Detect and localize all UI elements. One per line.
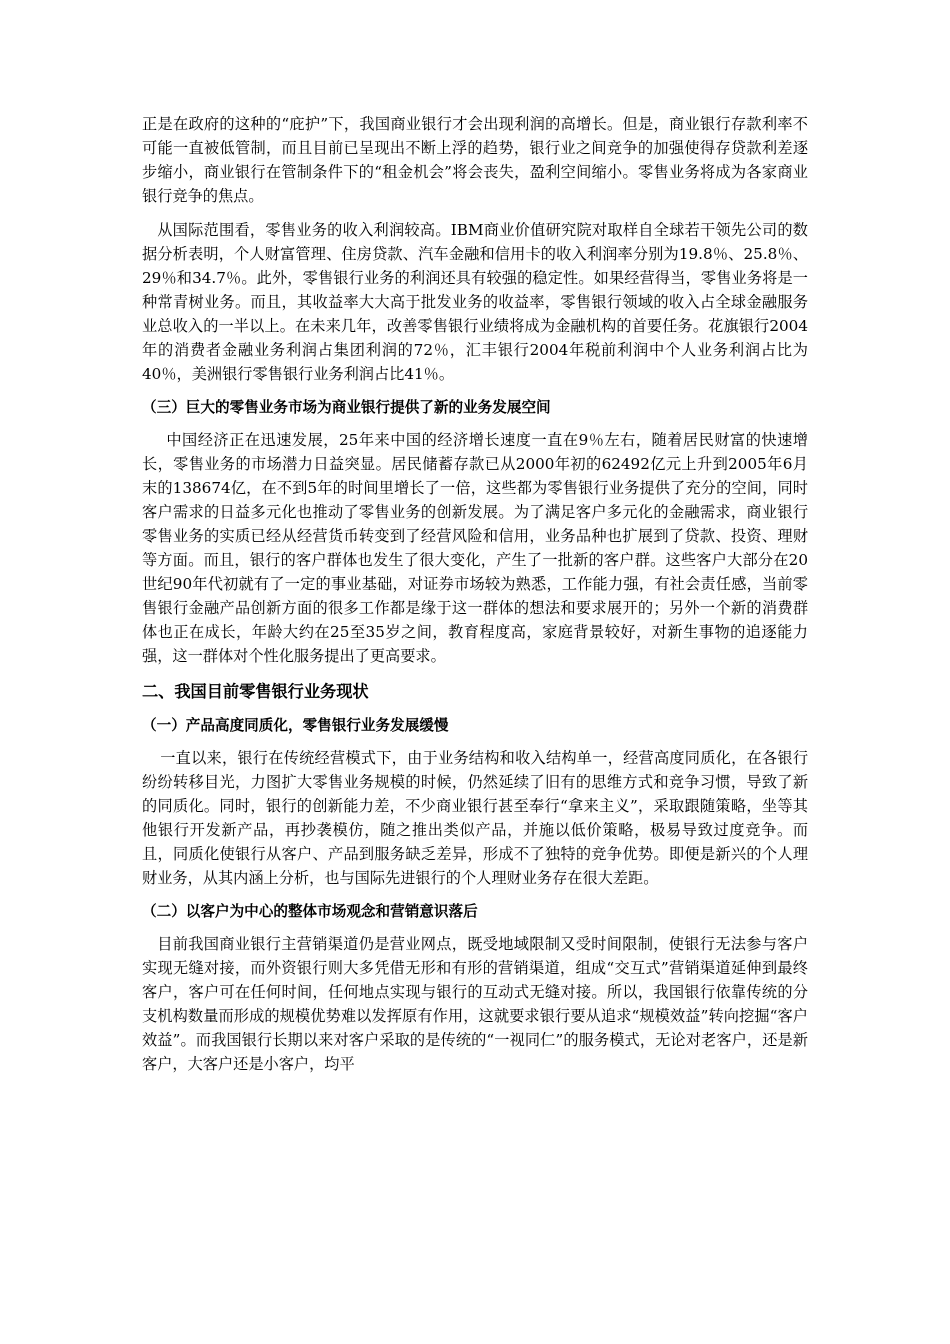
heading-customer-centric: （二）以客户为中心的整体市场观念和营销意识落后 (142, 903, 478, 920)
paragraph-marketing-channels: 目前我国商业银行主营销渠道仍是营业网点，既受地域限制又受时间限制，使银行无法参与客户实现无缝对接，而外资银行则大多凭借无形和有形的营销渠道，组成“交互式”营销渠道延伸到最终客户，客户可在任何时间，任何地点实现与银行的互动式无缝对接。所以，我国银行依靠传统的分支机构数量而形成的规模优势难以发挥原有作用，这就要求银行要从追求“规模效益”转向挖掘“客户效益”。而我国银行长期以来对客户采取的是传统的“一视同仁”的服务模式，无论对老客户，还是新客户，大客户还是小客户，均平 (142, 935, 808, 1073)
paragraph-homogeneity: 一直以来，银行在传统经营模式下，由于业务结构和收入结构单一，经营高度同质化，在各银行纷纷转移目光，力图扩大零售业务规模的时候，仍然延续了旧有的思维方式和竞争习惯，导致了新的同质化。同时，银行的创新能力差，不少商业银行甚至奉行“拿来主义”，采取跟随策略，坐等其他银行开发新产品，再抄袭模仿，随之推出类似产品，并施以低价策略，极易导致过度竞争。而且，同质化使银行从客户、产品到服务缺乏差异，形成不了独特的竞争优势。即便是新兴的个人理财业务，从其内涵上分析，也与国际先进银行的个人理财业务存在很大差距。 (142, 749, 808, 887)
paragraph-international: 从国际范围看，零售业务的收入利润较高。IBM商业价值研究院对取样自全球若干领先公司的数据分析表明，个人财富管理、住房贷款、汽车金融和信用卡的收入利润率分别为19.8％、25.8％、29％和34.7％。此外，零售银行业务的利润还具有较强的稳定性。如果经营得当，零售业务将是一种常青树业务。而且，其收益率大大高于批发业务的收益率，零售银行领域的收入占全球金融服务业总收入的一半以上。在未来几年，改善零售银行业绩将成为金融机构的首要任务。花旗银行2004年的消费者金融业务利润占集团利润的72％，汇丰银行2004年税前利润中个人业务利润占比为40％，美洲银行零售银行业务利润占比41％。 (142, 221, 808, 383)
paragraph-china-economy: 中国经济正在迅速发展，25年来中国的经济增长速度一直在9％左右，随着居民财富的快速增长，零售业务的市场潜力日益突显。居民储蓄存款已从2000年初的62492亿元上升到2005年6月末的138674亿，在不到5年的时间里增长了一倍，这些都为零售银行业务提供了充分的空间，同时客户需求的日益多元化也推动了零售业务的创新发展。为了满足客户多元化的金融需求，商业银行零售业务的实质已经从经营货币转变到了经营风险和信用，业务品种也扩展到了贷款、投资、理财等方面。而且，银行的客户群体也发生了很大变化，产生了一批新的客户群。这些客户大部分在20世纪90年代初就有了一定的事业基础，对证券市场较为熟悉，工作能力强，有社会责任感，当前零售银行金融产品创新方面的很多工作都是缘于这一群体的想法和要求展开的；另外一个新的消费群体也正在成长，年龄大约在25至35岁之间，教育程度高，家庭背景较好，对新生事物的追逐能力强，这一群体对个性化服务提出了更高要求。 (142, 431, 808, 665)
heading-homogeneity: （一）产品高度同质化，零售银行业务发展缓慢 (142, 717, 449, 734)
document-page (142, 112, 808, 1076)
heading-current-status: 二、我国目前零售银行业务现状 (142, 682, 369, 701)
heading-retail-market: （三）巨大的零售业务市场为商业银行提供了新的业务发展空间 (142, 399, 551, 416)
paragraph-protection: 正是在政府的这种的“庇护”下，我国商业银行才会出现利润的高增长。但是，商业银行存款利率不可能一直被低管制，而且目前已呈现出不断上浮的趋势，银行业之间竞争的加强使得存贷款利差逐步缩小，商业银行在管制条件下的“租金机会”将会丧失，盈利空间缩小。零售业务将成为各家商业银行竞争的焦点。 (142, 115, 808, 205)
